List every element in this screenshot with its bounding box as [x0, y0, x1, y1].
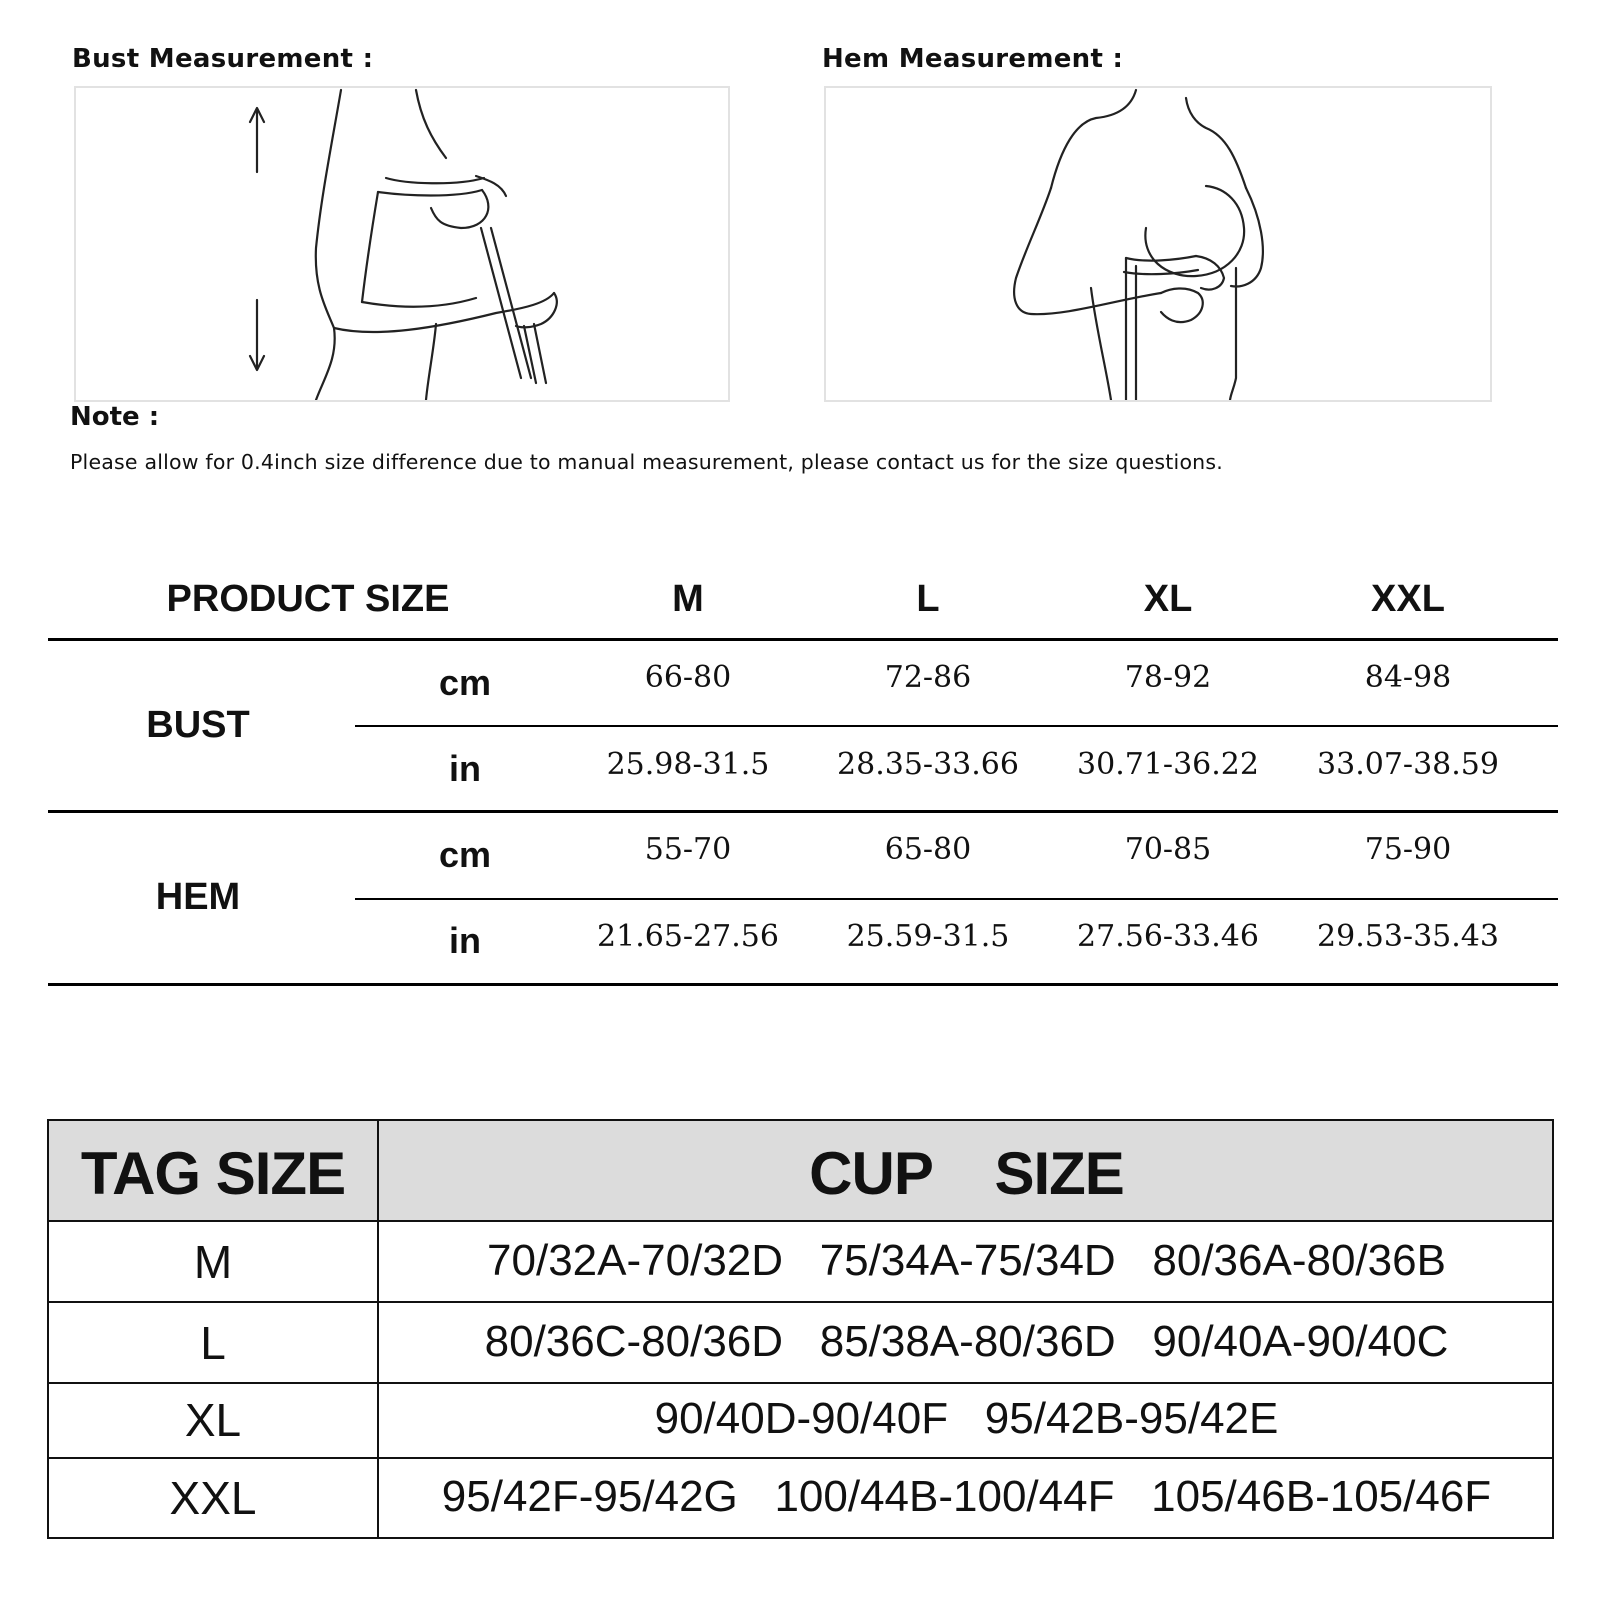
bust-illustration	[74, 86, 730, 402]
unit-label: cm	[438, 834, 492, 875]
table-rule	[49, 1220, 1552, 1222]
hem-figure-icon	[1014, 90, 1263, 400]
bust-arrow-icon	[250, 108, 264, 370]
tag-cell: M	[193, 1236, 233, 1288]
table-cell: 28.35-33.66	[837, 747, 1019, 782]
table-rule	[355, 898, 1558, 900]
table-cell: 65-80	[884, 832, 972, 867]
cup-cell: 70/32A-70/32D 75/34A-75/34D 80/36A-80/36B	[487, 1236, 1446, 1285]
table-rule	[355, 725, 1558, 727]
tag-cell: XXL	[169, 1472, 257, 1524]
table-cell: 75-90	[1364, 832, 1452, 867]
table-rule	[48, 638, 1558, 641]
bust-measurement-label: Bust Measurement :	[72, 44, 374, 74]
table-cell: 29.53-35.43	[1317, 919, 1499, 954]
table-rule	[49, 1382, 1552, 1384]
tag-size-table	[47, 1119, 1554, 1539]
table-cell: 70-85	[1124, 832, 1212, 867]
size-header-l: L	[916, 578, 940, 620]
cup-cell: 90/40D-90/40F 95/42B-95/42E	[654, 1394, 1279, 1443]
bust-figure-icon	[316, 90, 557, 400]
tag-cell: L	[200, 1317, 226, 1369]
product-size-table	[48, 560, 1558, 1005]
note-text: Please allow for 0.4inch size difference due to manual measurement, please contact us for the size questions.	[70, 450, 1223, 474]
size-header-m: M	[672, 578, 704, 620]
unit-label: cm	[438, 662, 492, 703]
table-cell: 25.98-31.5	[606, 747, 770, 782]
table-rule	[49, 1457, 1552, 1459]
tag-size-header: TAG SIZE	[80, 1140, 346, 1207]
cup-cell: 95/42F-95/42G 100/44B-100/44F 105/46B-105/46F	[441, 1472, 1492, 1521]
unit-label: in	[449, 920, 481, 961]
table-rule	[48, 983, 1558, 986]
table-cell: 27.56-33.46	[1077, 919, 1259, 954]
group-label-bust: BUST	[146, 704, 250, 746]
table-cell: 84-98	[1364, 660, 1452, 695]
table-cell: 66-80	[644, 660, 732, 695]
group-label-hem: HEM	[155, 876, 241, 918]
product-size-header: PRODUCT SIZE	[166, 578, 450, 620]
table-cell: 55-70	[644, 832, 732, 867]
cup-size-header: CUP SIZE	[809, 1140, 1124, 1207]
table-cell: 33.07-38.59	[1317, 747, 1499, 782]
unit-label: in	[449, 748, 481, 789]
hem-illustration	[824, 86, 1492, 402]
table-cell: 21.65-27.56	[597, 919, 779, 954]
table-cell: 25.59-31.5	[846, 919, 1010, 954]
table-cell: 78-92	[1124, 660, 1212, 695]
cup-cell: 80/36C-80/36D 85/38A-80/36D 90/40A-90/40C	[484, 1317, 1449, 1366]
table-cell: 72-86	[884, 660, 972, 695]
size-header-xxl: XXL	[1371, 578, 1445, 620]
table-cell: 30.71-36.22	[1077, 747, 1259, 782]
tag-cell: XL	[184, 1394, 242, 1446]
note-title: Note :	[70, 402, 160, 432]
table-rule	[48, 810, 1558, 813]
size-header-xl: XL	[1143, 578, 1193, 620]
hem-measurement-label: Hem Measurement :	[822, 44, 1124, 74]
table-rule	[49, 1301, 1552, 1303]
